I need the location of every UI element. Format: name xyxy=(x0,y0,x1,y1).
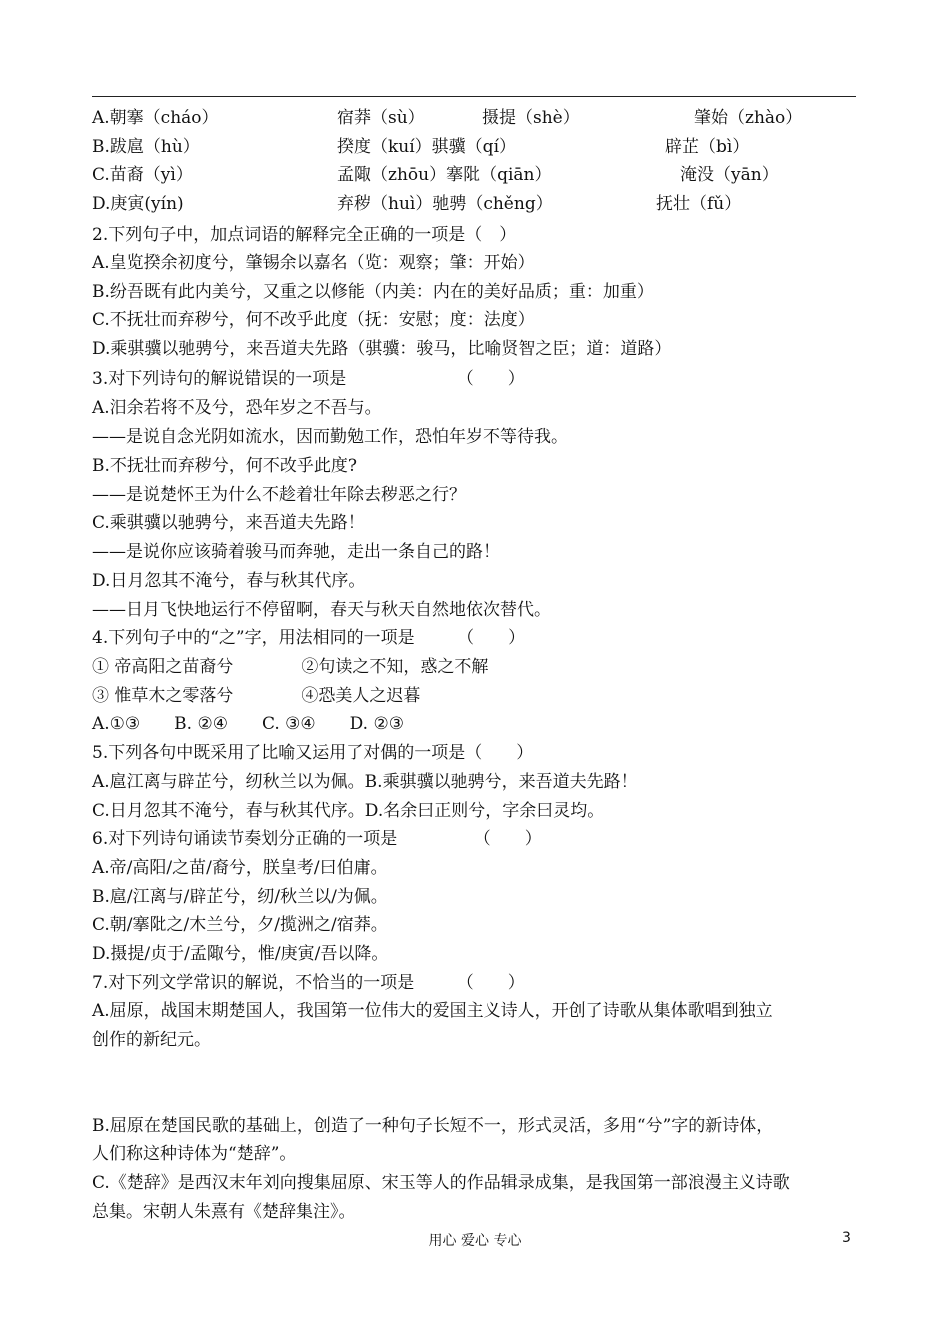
q4-items-1: ① 帝高阳之苗裔兮 ②句读之不知，惑之不解 xyxy=(92,657,489,677)
q1-option-a-3: 摄提（shè） xyxy=(482,108,580,128)
q7-option-a: A.屈原，战国末期楚国人，我国第一位伟大的爱国主义诗人，开创了诗歌从集体歌唱到独立 xyxy=(92,1001,773,1021)
q6-stem: 6.对下列诗句诵读节奏划分正确的一项是 （ ） xyxy=(92,829,542,849)
q3-option-a: A.汨余若将不及兮，恐年岁之不吾与。 xyxy=(92,398,382,418)
q2-option-b: B.纷吾既有此内美兮，又重之以修能（内美：内在的美好品质；重：加重） xyxy=(92,282,654,302)
q4-options: A.①③ B. ②④ C. ③④ D. ②③ xyxy=(92,714,404,734)
q1-option-b-4: 辟芷（bì） xyxy=(665,137,750,157)
q3-option-b: B.不抚壮而弃秽兮，何不改乎此度? xyxy=(92,456,358,476)
q1-option-a-2: 宿莽（sù） xyxy=(337,108,425,128)
q7-option-b: B.屈原在楚国民歌的基础上，创造了一种句子长短不一，形式灵活，多用“兮”字的新诗体， xyxy=(92,1116,774,1136)
q6-option-a: A.帝/高阳/之苗/裔兮，朕皇考/曰伯庸。 xyxy=(92,858,388,878)
q2-stem: 2.下列句子中，加点词语的解释完全正确的一项是（ ） xyxy=(92,225,517,245)
q6-option-c: C.朝/搴阰之/木兰兮，夕/揽洲之/宿莽。 xyxy=(92,915,388,935)
q1-option-b-1: B.跋扈（hù） xyxy=(92,137,200,157)
q3-option-d: D.日月忽其不淹兮，春与秋其代序。 xyxy=(92,571,366,591)
q1-option-a-1: A.朝搴（cháo） xyxy=(92,108,219,128)
q7-option-c: C.《楚辞》是西汉末年刘向搜集屈原、宋玉等人的作品辑录成集，是我国第一部浪漫主义诗歌 xyxy=(92,1173,790,1193)
q1-option-d-1: D.庚寅(yín) xyxy=(92,194,184,214)
q3-option-c: C.乘骐骥以驰骋兮，来吾道夫先路！ xyxy=(92,513,365,533)
q1-option-d-2: 弃秽（huì）驰骋（chěng） xyxy=(337,194,553,214)
q7-stem: 7.对下列文学常识的解说，不恰当的一项是 （ ） xyxy=(92,973,525,993)
q1-option-d-4: 抚壮（fǔ） xyxy=(656,194,742,214)
q1-option-c-1: C.苗裔（yì） xyxy=(92,165,193,185)
q3-option-d-explain: ——日月飞快地运行不停留啊，春天与秋天自然地依次替代。 xyxy=(92,600,551,620)
q7-option-b-cont: 人们称这种诗体为“楚辞”。 xyxy=(92,1144,297,1164)
header-rule xyxy=(92,96,856,97)
q3-stem: 3.对下列诗句的解说错误的一项是 （ ） xyxy=(92,369,525,389)
q1-option-c-2: 孟陬（zhōu）搴阰（qiān） xyxy=(337,165,552,185)
q2-option-d: D.乘骐骥以驰骋兮，来吾道夫先路（骐骥：骏马，比喻贤智之臣；道：道路） xyxy=(92,339,672,359)
q5-options-cd: C.日月忽其不淹兮，春与秋其代序。D.名余曰正则兮，字余曰灵均。 xyxy=(92,801,605,821)
q1-option-c-4: 淹没（yān） xyxy=(680,165,779,185)
page-footer: 用心 爱心 专心 xyxy=(428,1233,522,1249)
page-number: 3 xyxy=(842,1230,851,1246)
q2-option-a: A.皇览揆余初度兮，肇锡余以嘉名（览：观察；肇：开始） xyxy=(92,253,535,273)
q4-stem: 4.下列句子中的“之”字，用法相同的一项是 （ ） xyxy=(92,628,526,648)
q1-option-a-4: 肇始（zhào） xyxy=(694,108,803,128)
q6-option-b: B.扈/江离与/辟芷兮，纫/秋兰以/为佩。 xyxy=(92,887,388,907)
q7-option-c-cont: 总集。宋朝人朱熹有《楚辞集注》。 xyxy=(92,1202,356,1222)
q7-option-a-cont: 创作的新纪元。 xyxy=(92,1030,211,1050)
q5-options-ab: A.扈江离与辟芷兮，纫秋兰以为佩。B.乘骐骥以驰骋兮，来吾道夫先路！ xyxy=(92,772,638,792)
q6-option-d: D.摄提/贞于/孟陬兮，惟/庚寅/吾以降。 xyxy=(92,944,389,964)
q1-option-b-2: 揆度（kuí）骐骥（qí） xyxy=(337,137,517,157)
q4-items-2: ③ 惟草木之零落兮 ④恐美人之迟暮 xyxy=(92,686,421,706)
q5-stem: 5.下列各句中既采用了比喻又运用了对偶的一项是（ ） xyxy=(92,743,534,763)
q2-option-c: C.不抚壮而弃秽兮，何不改乎此度（抚：安慰；度：法度） xyxy=(92,310,535,330)
q3-option-c-explain: ——是说你应该骑着骏马而奔驰，走出一条自己的路！ xyxy=(92,542,500,562)
q3-option-a-explain: ——是说自念光阴如流水，因而勤勉工作，恐怕年岁不等待我。 xyxy=(92,427,568,447)
q3-option-b-explain: ——是说楚怀王为什么不趁着壮年除去秽恶之行？ xyxy=(92,485,466,505)
